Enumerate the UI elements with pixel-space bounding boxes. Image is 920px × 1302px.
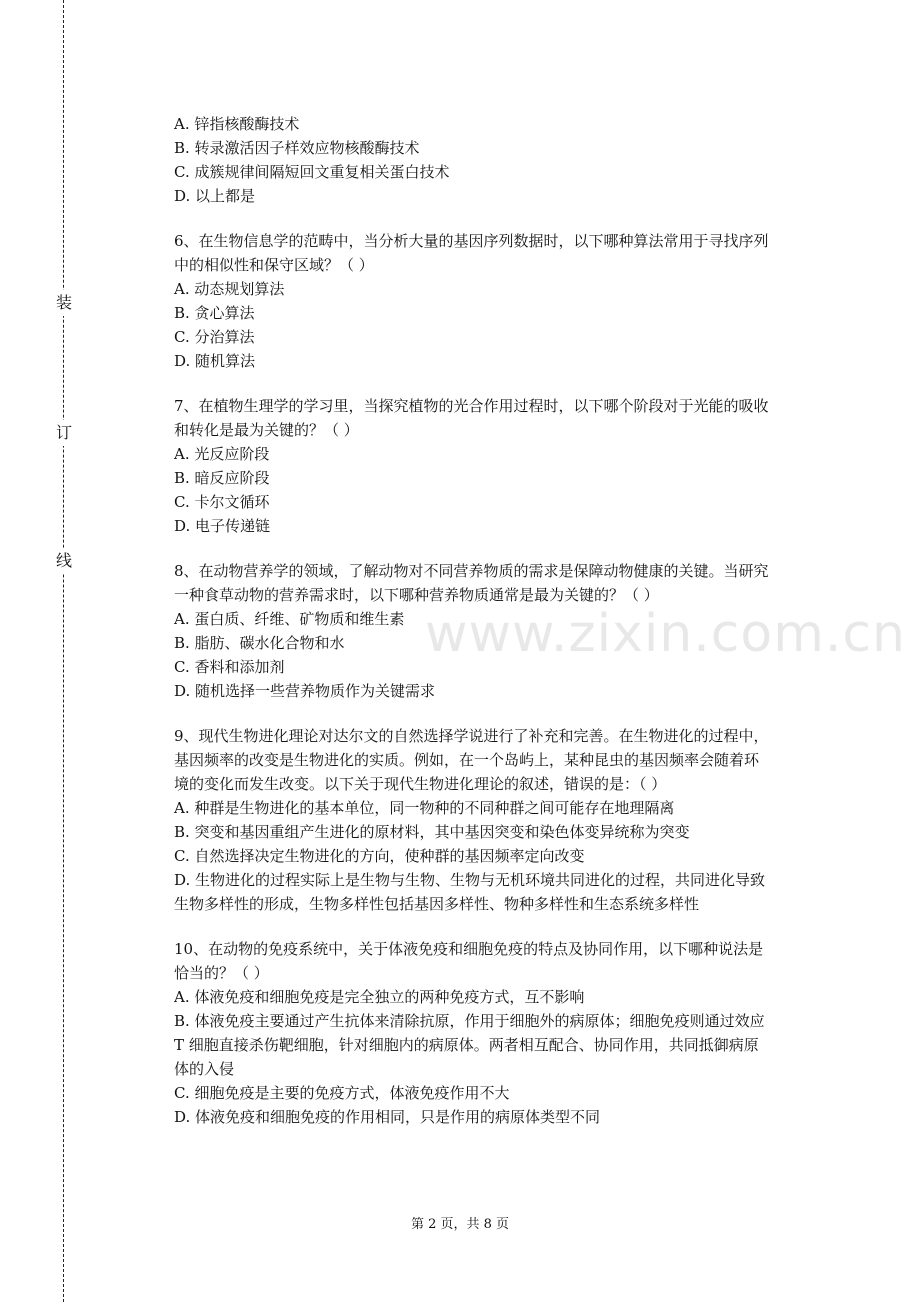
option-d: D. 电子传递链 [174, 517, 271, 535]
question-stem: 7、在植物生理学的学习里，当探究植物的光合作用过程时，以下哪个阶段对于光能的吸收 [174, 397, 769, 415]
option-c: C. 成簇规律间隔短回文重复相关蛋白技术 [174, 163, 450, 181]
option-a: A. 体液免疫和细胞免疫是完全独立的两种免疫方式，互不影响 [174, 988, 585, 1006]
question-stem: 8、在动物营养学的领域，了解动物对不同营养物质的需求是保障动物健康的关键。当研究 [174, 562, 769, 580]
option-d: D. 以上都是 [174, 187, 256, 205]
option-d-continued: 生物多样性的形成，生物多样性包括基因多样性、物种多样性和生态系统多样性 [174, 895, 700, 913]
option-d: D. 随机算法 [174, 352, 256, 370]
option-d: D. 随机选择一些营养物质作为关键需求 [174, 682, 436, 700]
question-stem: 恰当的？（ ） [174, 964, 269, 982]
question-stem: 基因频率的改变是生物进化的实质。例如，在一个岛屿上，某种昆虫的基因频率会随着环 [174, 751, 760, 769]
question-content [174, 112, 824, 1150]
continued-options [174, 112, 824, 208]
binding-char-ding: 订 [55, 420, 73, 446]
option-b-continued: 体的入侵 [174, 1060, 235, 1078]
option-b: B. 脂肪、碳水化合物和水 [174, 634, 345, 652]
option-a: A. 锌指核酸酶技术 [174, 115, 300, 133]
option-d: D. 生物进化的过程实际上是生物与生物、生物与无机环境共同进化的过程，共同进化导致 [174, 871, 766, 889]
option-b: B. 突变和基因重组产生进化的原材料，其中基因突变和染色体变异统称为突变 [174, 823, 690, 841]
option-b: B. 贪心算法 [174, 304, 255, 322]
option-d: D. 体液免疫和细胞免疫的作用相同，只是作用的病原体类型不同 [174, 1108, 601, 1126]
option-b: B. 体液免疫主要通过产生抗体来清除抗原，作用于细胞外的病原体；细胞免疫则通过效应 [174, 1012, 765, 1030]
question-8 [174, 559, 824, 703]
watermark: www.zixin.com.cn [425, 604, 906, 664]
question-9 [174, 724, 824, 916]
question-stem: 和转化是最为关键的？（ ） [174, 421, 359, 439]
option-c: C. 细胞免疫是主要的免疫方式，体液免疫作用不大 [174, 1084, 510, 1102]
binding-dashed-line [63, 0, 64, 1302]
question-stem: 6、在生物信息学的范畴中，当分析大量的基因序列数据时，以下哪种算法常用于寻找序列 [174, 232, 769, 250]
option-a: A. 动态规划算法 [174, 280, 285, 298]
option-a: A. 蛋白质、纤维、矿物质和维生素 [174, 610, 405, 628]
question-stem: 一种食草动物的营养需求时，以下哪种营养物质通常是最为关键的？（ ） [174, 586, 659, 604]
option-b-continued: T 细胞直接杀伤靶细胞，针对细胞内的病原体。两者相互配合、协同作用，共同抵御病原 [174, 1036, 759, 1054]
question-7 [174, 394, 824, 538]
page-footer: 第 2 页，共 8 页 [410, 1217, 510, 1232]
question-10 [174, 937, 824, 1129]
binding-char-xian: 线 [55, 548, 73, 574]
option-c: C. 自然选择决定生物进化的方向，使种群的基因频率定向改变 [174, 847, 585, 865]
option-c: C. 香料和添加剂 [174, 658, 285, 676]
option-c: C. 分治算法 [174, 328, 255, 346]
option-b: B. 暗反应阶段 [174, 469, 270, 487]
option-c: C. 卡尔文循环 [174, 493, 270, 511]
question-stem: 境的变化而发生改变。以下关于现代生物进化理论的叙述，错误的是：（ ） [174, 775, 667, 793]
question-stem: 10、在动物的免疫系统中，关于体液免疫和细胞免疫的特点及协同作用，以下哪种说法是 [174, 940, 764, 958]
question-stem: 9、现代生物进化理论对达尔文的自然选择学说进行了补充和完善。在生物进化的过程中， [174, 727, 769, 745]
option-a: A. 光反应阶段 [174, 445, 270, 463]
question-stem: 中的相似性和保守区域？（ ） [174, 256, 374, 274]
question-6 [174, 229, 824, 373]
binding-char-zhuang: 装 [55, 290, 73, 316]
option-a: A. 种群是生物进化的基本单位，同一物种的不同种群之间可能存在地理隔离 [174, 799, 675, 817]
option-b: B. 转录激活因子样效应物核酸酶技术 [174, 139, 420, 157]
